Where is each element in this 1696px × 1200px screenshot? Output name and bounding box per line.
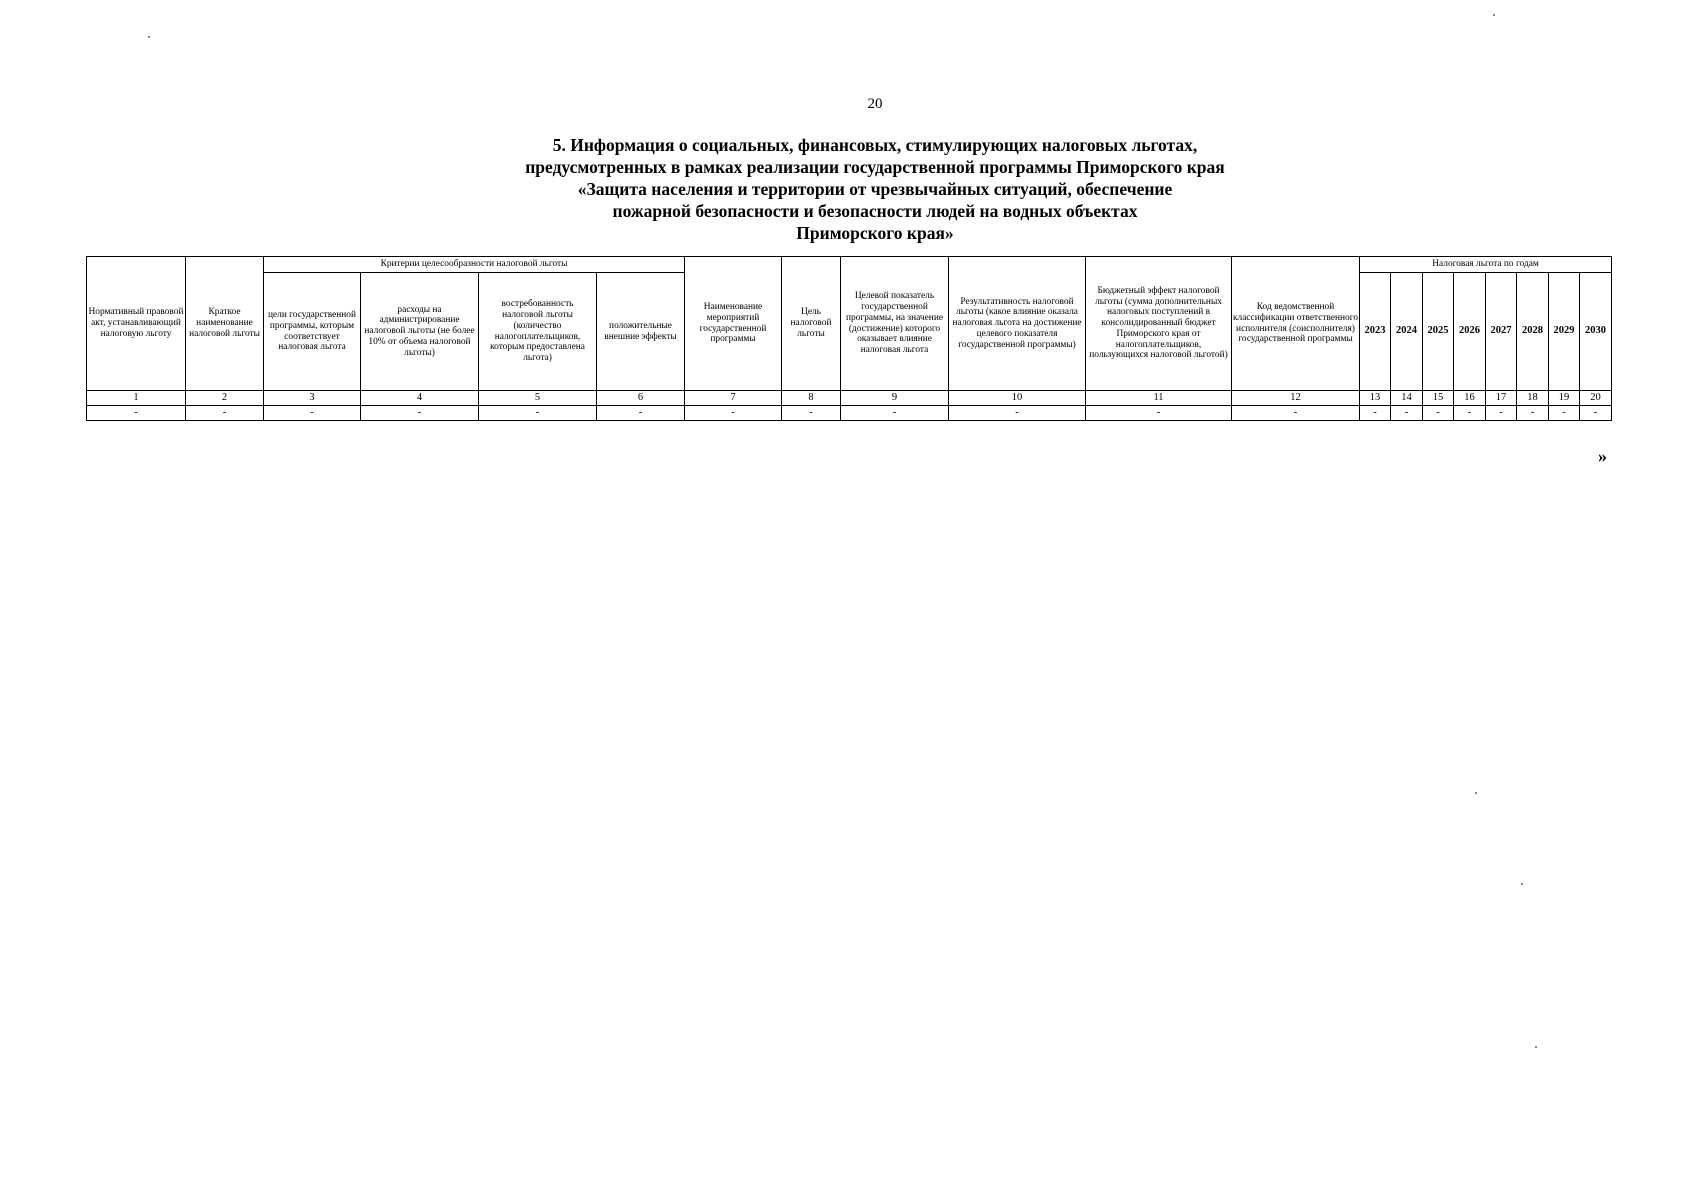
column-number: 6 (597, 391, 685, 406)
column-number: 15 (1423, 391, 1454, 406)
column-number: 14 (1391, 391, 1423, 406)
column-number: 19 (1549, 391, 1580, 406)
col-header-year: 2023 (1360, 273, 1391, 391)
table-cell: - (1232, 406, 1360, 421)
col-header-year: 2024 (1391, 273, 1423, 391)
col-header-external-effects: положительные внешние эффекты (597, 273, 685, 391)
col-header-year: 2026 (1454, 273, 1486, 391)
col-header-budget-effect: Бюджетный эффект налоговой льготы (сумма дополнительных налоговых поступлений в консолидированный бюджет Приморского края от налогоплательщиков, пользующихся налоговой льготой) (1086, 257, 1232, 391)
table-cell: - (685, 406, 782, 421)
scan-speck (1535, 1046, 1537, 1048)
col-header-short-name: Краткое наименование налоговой льготы (186, 257, 264, 391)
table-cell: - (1549, 406, 1580, 421)
col-header-effectiveness: Результативность налоговой льготы (какое влияние оказала налоговая льгота на достижение целевого показателя государственной программы) (949, 257, 1086, 391)
scan-speck (148, 36, 150, 38)
col-header-year: 2025 (1423, 273, 1454, 391)
table-cell: - (782, 406, 841, 421)
table-cell: - (1391, 406, 1423, 421)
page-number: 20 (867, 96, 883, 112)
column-number: 8 (782, 391, 841, 406)
table-cell: - (1360, 406, 1391, 421)
table-cell: - (479, 406, 597, 421)
title-line: пожарной безопасности и безопасности людей на водных объектах (612, 201, 1138, 221)
column-number: 2 (186, 391, 264, 406)
table-cell: - (1454, 406, 1486, 421)
column-number: 17 (1486, 391, 1517, 406)
col-header-target-indicator: Целевой показатель государственной программы, на значение (достижение) которого оказывает влияние налоговая льгота (841, 257, 949, 391)
column-number: 1 (87, 391, 186, 406)
column-number: 9 (841, 391, 949, 406)
table-cell: - (597, 406, 685, 421)
title-line: Приморского края» (796, 223, 954, 243)
col-header-admin-costs: расходы на администрирование налоговой льготы (не более 10% от объема налоговой льготы) (361, 273, 479, 391)
column-number: 3 (264, 391, 361, 406)
scan-speck (1521, 883, 1523, 885)
column-number: 4 (361, 391, 479, 406)
table-cell: - (1086, 406, 1232, 421)
scan-speck (1475, 792, 1477, 794)
col-header-activities: Наименование мероприятий государственной программы (685, 257, 782, 391)
column-number: 7 (685, 391, 782, 406)
column-number: 13 (1360, 391, 1391, 406)
group-header-by-years: Налоговая льгота по годам (1360, 257, 1612, 273)
group-header-criteria: Критерии целесообразности налоговой льготы (264, 257, 685, 273)
col-header-year: 2028 (1517, 273, 1549, 391)
title-line: 5. Информация о социальных, финансовых, стимулирующих налоговых льготах, (552, 135, 1198, 155)
column-number: 16 (1454, 391, 1486, 406)
title-line: «Защита населения и территории от чрезвычайных ситуаций, обеспечение (577, 179, 1173, 199)
tax-benefits-table (86, 256, 1612, 421)
col-header-demand: востребованность налоговой льготы (количество налогоплательщиков, которым предоставлена льгота) (479, 273, 597, 391)
col-header-year: 2029 (1549, 273, 1580, 391)
column-number: 10 (949, 391, 1086, 406)
table-cell: - (949, 406, 1086, 421)
column-number: 12 (1232, 391, 1360, 406)
col-header-goal: Цель налоговой льготы (782, 257, 841, 391)
scan-speck (1493, 14, 1495, 16)
column-number: 11 (1086, 391, 1232, 406)
document-title (0, 134, 1696, 244)
column-number: 5 (479, 391, 597, 406)
col-header-department-code: Код ведомственной классификации ответственного исполнителя (соисполнителя) государственной программы (1232, 257, 1360, 391)
table-row (87, 406, 1612, 421)
table-cell: - (1423, 406, 1454, 421)
col-header-legal-act: Нормативный правовой акт, устанавливающий налоговую льготу (87, 257, 186, 391)
table-cell: - (1486, 406, 1517, 421)
table-cell: - (1517, 406, 1549, 421)
title-line: предусмотренных в рамках реализации государственной программы Приморского края (525, 157, 1225, 177)
table-cell: - (361, 406, 479, 421)
table-cell: - (186, 406, 264, 421)
col-header-year: 2030 (1580, 273, 1612, 391)
column-number: 20 (1580, 391, 1612, 406)
table-cell: - (264, 406, 361, 421)
table-cell: - (1580, 406, 1612, 421)
column-number-row (87, 391, 1612, 406)
closing-quote: » (1598, 446, 1607, 466)
table-cell: - (87, 406, 186, 421)
col-header-program-goals: цели государственной программы, которым соответствует налоговая льгота (264, 273, 361, 391)
column-number: 18 (1517, 391, 1549, 406)
table-cell: - (841, 406, 949, 421)
col-header-year: 2027 (1486, 273, 1517, 391)
